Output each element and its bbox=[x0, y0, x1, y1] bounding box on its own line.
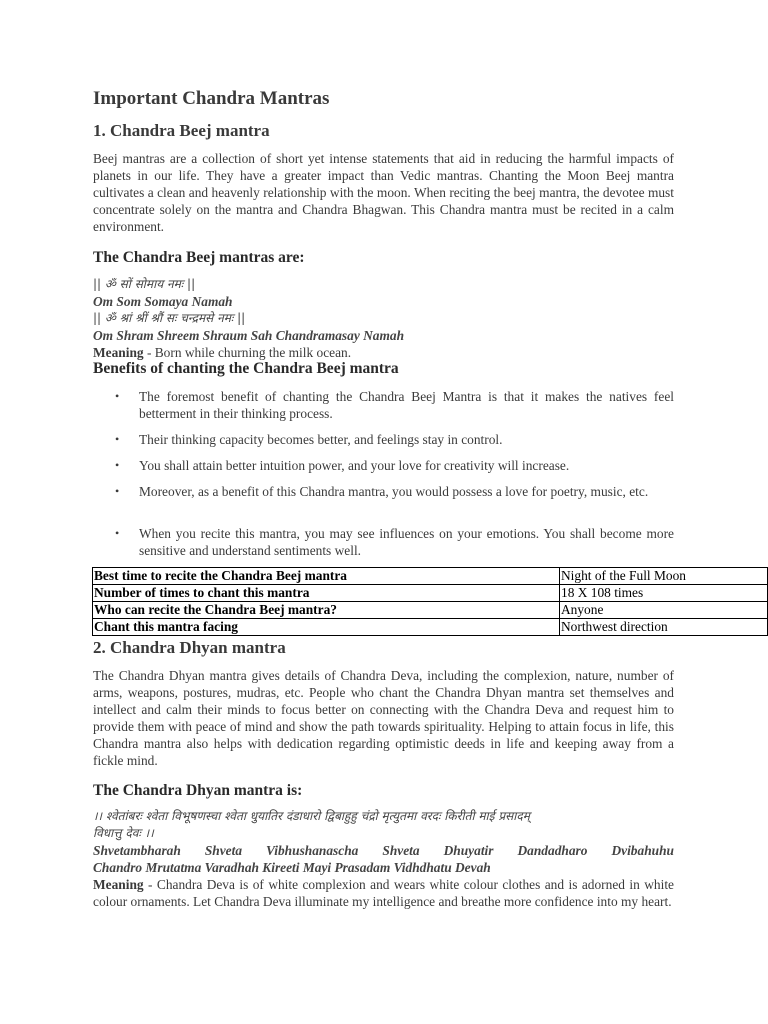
list-item: • Moreover, as a benefit of this Chandra mantra, you would possess a love for poetry, music, etc. bbox=[115, 484, 649, 499]
bullet-icon: • bbox=[115, 458, 120, 472]
table-cell-value: 18 X 108 times bbox=[560, 585, 768, 602]
table-row bbox=[93, 619, 768, 636]
beej-intro-paragraph: Beej mantras are a collection of short yet intense statements that aid in reducing the harmful impacts of planets in our life. They have a greater impact than Vedic mantras. Chanting the Moon Beej mantra cultivates a clean and heavenly relationship with the moon. When reciting the beej mantra, the devotee must concentrate solely on the mantra and Chandra Bhagwan. This Chandra mantra must be recited in a calm environment. bbox=[93, 151, 674, 234]
table-cell-value: Northwest direction bbox=[560, 619, 768, 636]
list-item: • Their thinking capacity becomes better, and feelings stay in control. bbox=[115, 432, 503, 447]
meaning-label: Meaning bbox=[93, 345, 144, 360]
list-item: • The foremost benefit of chanting the Chandra Beej Mantra is that it makes the natives feel betterment in their thinking process. bbox=[115, 389, 674, 421]
table-row bbox=[93, 585, 768, 602]
dhyan-mantra-devanagari-line-1: ।। श्वेतांबरः श्वेता विभूषणस्चा श्वेता धुयातिर दंडाधारो द्विबाहुहु चंद्रो मृत्युतमा वरदः किरीती माई प्रसादम् bbox=[93, 809, 530, 823]
beej-meaning bbox=[93, 344, 351, 361]
beej-mantra-1-devanagari: || ॐ सों सोमाय नमः || bbox=[93, 277, 196, 291]
dhyan-meaning bbox=[93, 876, 674, 910]
table-row bbox=[93, 568, 768, 585]
dhyan-mantra-heading: The Chandra Dhyan mantra is: bbox=[93, 782, 303, 799]
benefits-heading: Benefits of chanting the Chandra Beej mantra bbox=[93, 360, 399, 377]
table-cell-value: Anyone bbox=[560, 602, 768, 619]
beej-mantras-heading: The Chandra Beej mantras are: bbox=[93, 249, 305, 266]
table-row bbox=[93, 602, 768, 619]
table-cell-key: Best time to recite the Chandra Beej mantra bbox=[93, 568, 560, 585]
bullet-icon: • bbox=[115, 526, 120, 540]
beej-info-table bbox=[92, 567, 768, 636]
bullet-icon: • bbox=[115, 432, 120, 446]
table-cell-key: Who can recite the Chandra Beej mantra? bbox=[93, 602, 560, 619]
bullet-icon: • bbox=[115, 484, 120, 498]
meaning-text: - Born while churning the milk ocean. bbox=[143, 345, 352, 360]
section-heading-beej: 1. Chandra Beej mantra bbox=[93, 121, 270, 140]
table-cell-key: Chant this mantra facing bbox=[93, 619, 560, 636]
table-cell-key: Number of times to chant this mantra bbox=[93, 585, 560, 602]
dhyan-mantra-transliteration-line-2: Chandro Mrutatma Varadhah Kireeti Mayi Prasadam Vidhdhatu Devah bbox=[93, 860, 491, 875]
dhyan-mantra-devanagari-line-2: विधात्तु देवः ।। bbox=[93, 826, 154, 840]
table-cell-value: Night of the Full Moon bbox=[560, 568, 768, 585]
page-title: Important Chandra Mantras bbox=[93, 88, 330, 109]
list-item: • When you recite this mantra, you may see influences on your emotions. You shall become more sensitive and understand sentiments well. bbox=[115, 526, 674, 558]
meaning-label: Meaning bbox=[93, 877, 144, 892]
dhyan-mantra-transliteration-line-1: Shvetambharah Shveta Vibhushanascha Shveta Dhuyatir Dandadharo Dvibahuhu bbox=[93, 843, 674, 858]
list-item: • You shall attain better intuition power, and your love for creativity will increase. bbox=[115, 458, 570, 473]
beej-mantra-1-transliteration: Om Som Somaya Namah bbox=[93, 294, 233, 309]
bullet-icon: • bbox=[115, 389, 120, 403]
section-heading-dhyan: 2. Chandra Dhyan mantra bbox=[93, 638, 286, 657]
meaning-text: - Chandra Deva is of white complexion and wears white colour clothes and is adorned in white colour ornaments. Let Chandra Deva illuminate my intelligence and breathe more confidence into my heart. bbox=[93, 877, 674, 909]
beej-mantra-2-transliteration: Om Shram Shreem Shraum Sah Chandramasay Namah bbox=[93, 328, 405, 343]
dhyan-intro-paragraph: The Chandra Dhyan mantra gives details of Chandra Deva, including the complexion, nature, number of arms, weapons, postures, mudras, etc. People who chant the Chandra Dhyan mantra set themselves and intellect and calm their minds to focus better on connecting with the Chandra Deva and request him to provide them with peace of mind and show the path towards spirituality. Helping to attain focus in life, this Chandra mantra also helps with dedication regarding optimistic deeds in life and keeping away from a fickle mind. bbox=[93, 668, 674, 768]
beej-mantra-2-devanagari: || ॐ श्रां श्रीं श्रौं सः चन्द्रमसे नमः || bbox=[93, 311, 246, 325]
